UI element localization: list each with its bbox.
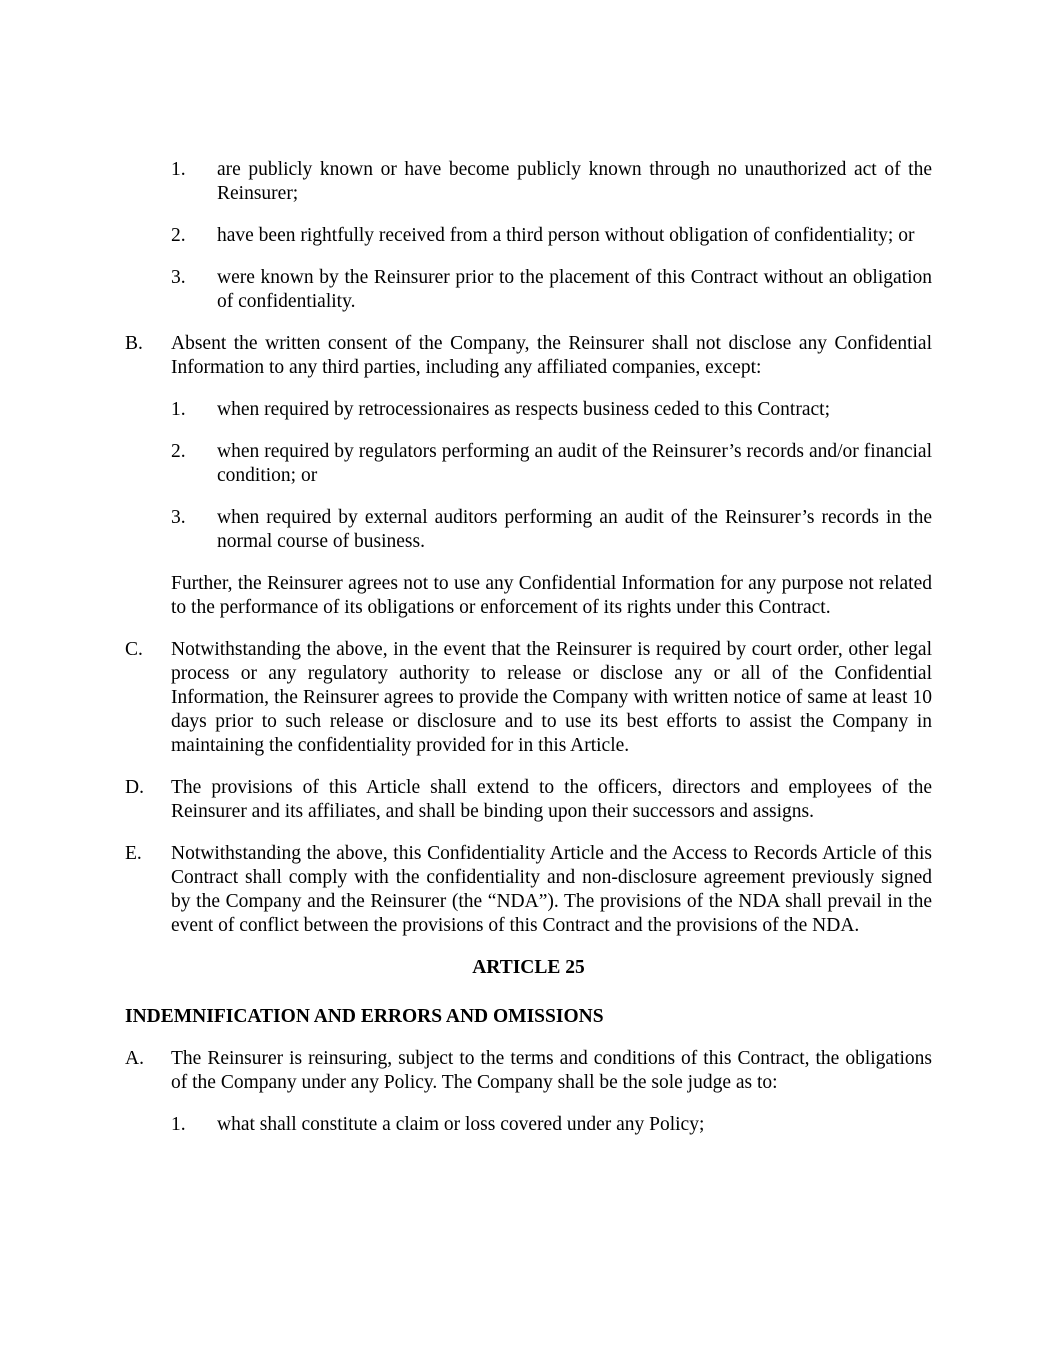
section-text: Absent the written consent of the Company, the Reinsurer shall not disclose any Confidential Information to any third parties, including any affiliated companies, except: [171, 333, 932, 378]
section-marker: C. [125, 639, 143, 660]
list-marker: 3. [171, 267, 186, 288]
list-marker: 1. [171, 1114, 186, 1135]
list-marker: 3. [171, 507, 186, 528]
section-a [125, 1047, 932, 1095]
section-b [125, 332, 932, 380]
list-text: were known by the Reinsurer prior to the placement of this Contract without an obligation of confidentiality. [217, 267, 932, 312]
section-marker: B. [125, 333, 143, 354]
list-text: are publicly known or have become publicly known through no unauthorized act of the Reinsurer; [217, 159, 932, 204]
section-marker: E. [125, 843, 142, 864]
article-title: ARTICLE 25 [472, 957, 585, 978]
list-text: when required by regulators performing an audit of the Reinsurer’s records and/or financial condition; or [217, 441, 932, 486]
section-e [125, 842, 932, 938]
section-text: The Reinsurer is reinsuring, subject to the terms and conditions of this Contract, the obligations of the Company under any Policy. The Company shall be the sole judge as to: [171, 1048, 932, 1093]
section-text: Notwithstanding the above, in the event that the Reinsurer is required by court order, other legal process or any regulatory authority to release or disclose any or all of the Confidential Information, the Reinsurer agrees to provide the Company with written notice of same at least 10 days prior to such release or disclosure and to use its best efforts to assist the Company in maintaining the confidentiality provided for in this Article. [171, 639, 932, 756]
section-marker: D. [125, 777, 144, 798]
section-text: Notwithstanding the above, this Confidentiality Article and the Access to Records Article of this Contract shall comply with the confidentiality and non-disclosure agreement previously signed by the Company and the Reinsurer (the “NDA”). The provisions of the NDA shall prevail in the event of conflict between the provisions of this Contract and the provisions of the NDA. [171, 843, 932, 936]
list-marker: 2. [171, 225, 186, 246]
section-d [125, 776, 932, 824]
list-item [171, 1113, 932, 1137]
section-text: The provisions of this Article shall extend to the officers, directors and employees of the Reinsurer and its affiliates, and shall be binding upon their successors and assigns. [171, 777, 932, 822]
list-item [171, 440, 932, 488]
document-body [125, 158, 932, 1155]
list-item [171, 398, 932, 422]
section-marker: A. [125, 1048, 144, 1069]
list-item [171, 158, 932, 206]
list-item [171, 266, 932, 314]
article-heading: INDEMNIFICATION AND ERRORS AND OMISSIONS [125, 1006, 604, 1027]
further-paragraph: Further, the Reinsurer agrees not to use any Confidential Information for any purpose not related to the performance of its obligations or enforcement of its rights under this Contract. [171, 573, 932, 618]
list-text: when required by external auditors performing an audit of the Reinsurer’s records in the normal course of business. [217, 507, 932, 552]
list-marker: 1. [171, 159, 186, 180]
list-marker: 2. [171, 441, 186, 462]
list-text: have been rightfully received from a third person without obligation of confidentiality; or [217, 225, 915, 246]
section-c [125, 638, 932, 758]
list-text: what shall constitute a claim or loss covered under any Policy; [217, 1114, 705, 1135]
list-marker: 1. [171, 399, 186, 420]
list-text: when required by retrocessionaires as respects business ceded to this Contract; [217, 399, 830, 420]
list-item [171, 224, 932, 248]
list-item [171, 506, 932, 554]
